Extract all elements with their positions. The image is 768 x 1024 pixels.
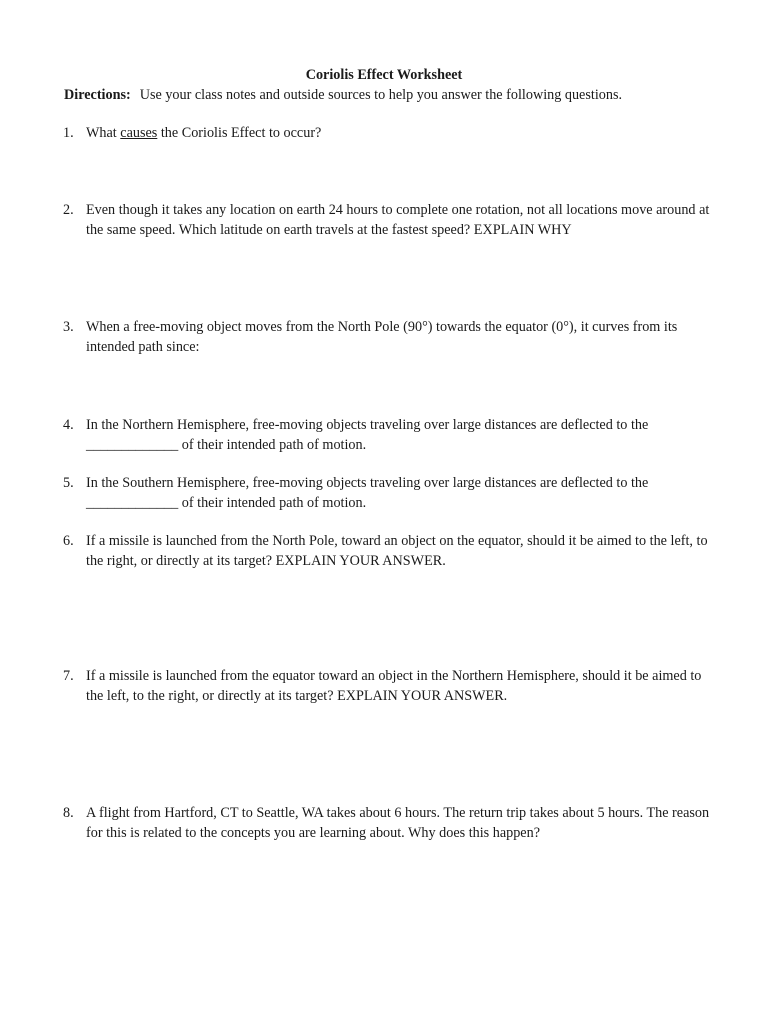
question-number: 2. (63, 202, 74, 218)
question-text: In the Southern Hemisphere, free-moving objects traveling over large distances are deflected to the _____________ of their intended path of motion. (86, 475, 649, 511)
question-2 (63, 201, 713, 240)
answer-blank: _____________ (86, 494, 179, 511)
question-3 (63, 318, 713, 357)
question-text: In the Northern Hemisphere, free-moving objects traveling over large distances are deflected to the _____________ of their intended path of motion. (86, 417, 649, 453)
question-text: When a free-moving object moves from the North Pole (90°) towards the equator (0°), it curves from its intended path since: (86, 319, 678, 355)
question-4 (63, 416, 713, 455)
directions-label: Directions: (64, 87, 131, 103)
question-1 (63, 124, 713, 144)
underlined-word: causes (120, 125, 158, 141)
worksheet-title: Coriolis Effect Worksheet (305, 67, 463, 83)
directions-text: Use your class notes and outside sources to help you answer the following questions. (139, 87, 623, 103)
answer-blank: _____________ (86, 436, 179, 453)
question-number: 3. (63, 319, 74, 335)
directions (64, 86, 622, 104)
question-number: 7. (63, 668, 74, 684)
question-number: 1. (63, 125, 74, 141)
question-6 (63, 532, 713, 571)
question-5 (63, 474, 713, 513)
question-text: If a missile is launched from the North Pole, toward an object on the equator, should it be aimed to the left, to the right, or directly at its target? EXPLAIN YOUR ANSWER. (86, 533, 708, 569)
question-text: A flight from Hartford, CT to Seattle, WA takes about 6 hours. The return trip takes about 5 hours. The reason for this is related to the concepts you are learning about. Why does this happen? (86, 805, 710, 841)
question-number: 8. (63, 805, 74, 821)
question-text: Even though it takes any location on earth 24 hours to complete one rotation, not all locations move around at the same speed. Which latitude on earth travels at the fastest speed? EXPLAIN WHY (86, 202, 710, 238)
question-number: 6. (63, 533, 74, 549)
question-8 (63, 804, 713, 843)
question-number: 5. (63, 475, 74, 491)
question-text: If a missile is launched from the equator toward an object in the Northern Hemisphere, should it be aimed to the left, to the right, or directly at its target? EXPLAIN YOUR ANSWER. (86, 668, 702, 704)
question-text: What causes the Coriolis Effect to occur? (86, 125, 322, 141)
question-number: 4. (63, 417, 74, 433)
question-7 (63, 667, 713, 706)
